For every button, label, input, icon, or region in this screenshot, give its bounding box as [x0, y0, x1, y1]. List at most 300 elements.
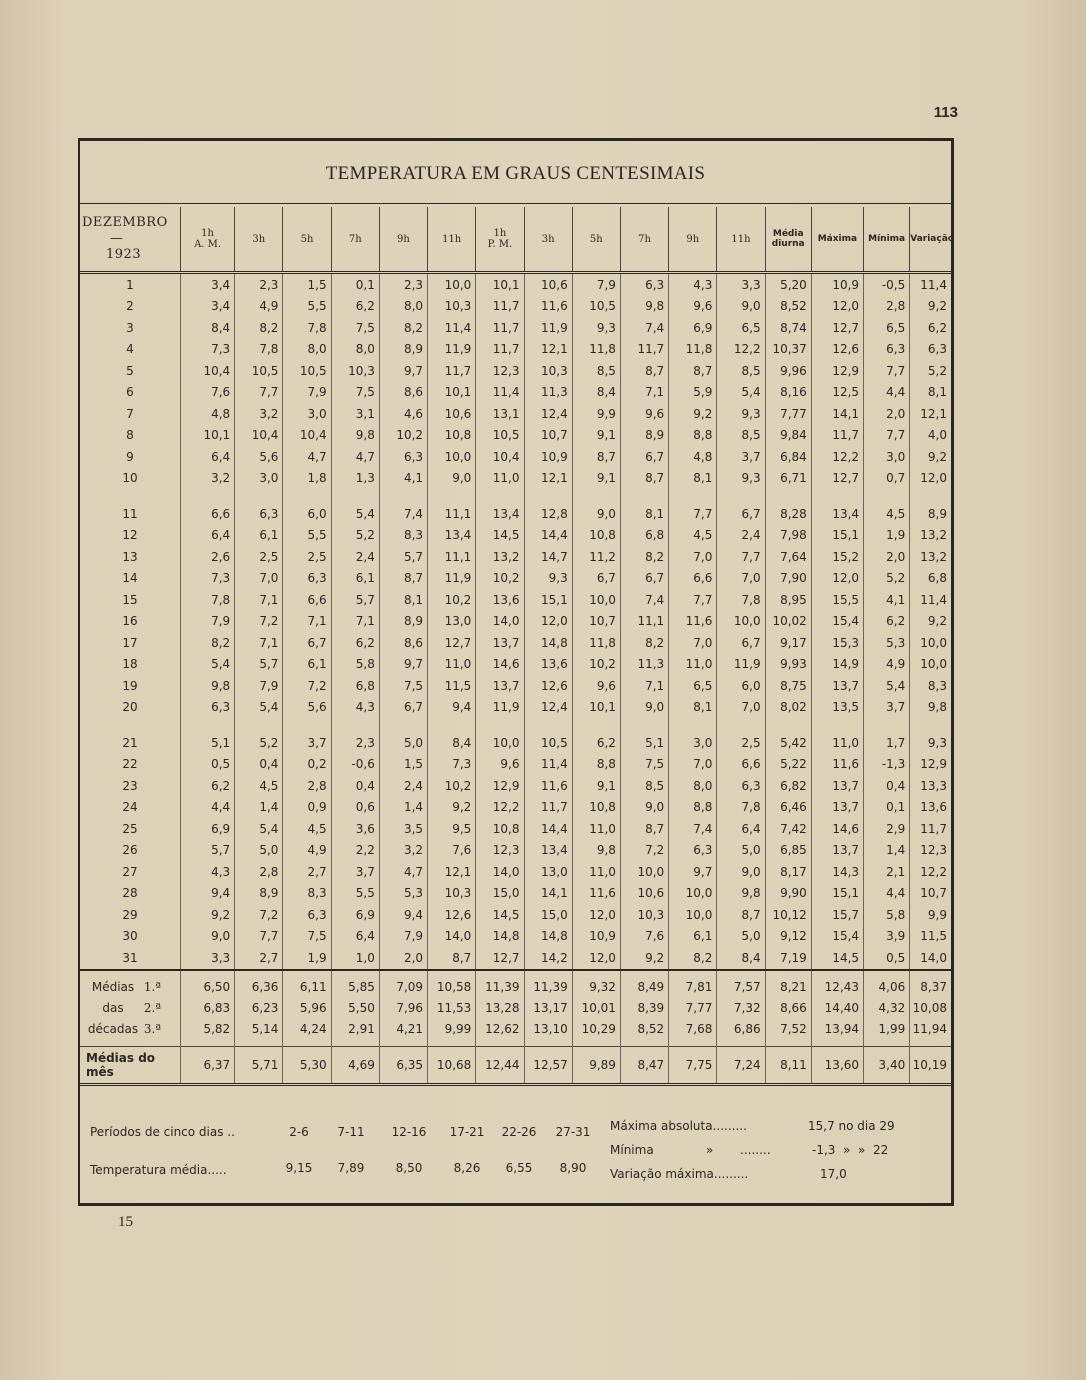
value-cell: 7,6	[428, 840, 476, 862]
value-cell: 12,44	[476, 1046, 524, 1084]
value-cell: 9,7	[379, 360, 427, 382]
value-cell: 4,3	[180, 861, 234, 883]
value-cell: 9,7	[669, 861, 717, 883]
period-value: 12-16	[391, 1125, 427, 1139]
value-cell: 6,2	[331, 296, 379, 318]
value-cell: 3,2	[180, 468, 234, 490]
value-cell: 4,7	[379, 861, 427, 883]
table-row	[80, 861, 951, 883]
value-cell: 8,0	[669, 775, 717, 797]
value-cell: 2,3	[379, 273, 427, 296]
day-cell: 9	[80, 446, 180, 468]
title-rule	[80, 203, 951, 204]
value-cell: 0,4	[331, 775, 379, 797]
value-cell: 7,77	[669, 998, 717, 1019]
value-cell: 11,3	[620, 654, 668, 676]
value-cell: 8,7	[620, 818, 668, 840]
value-cell: 6,7	[379, 697, 427, 719]
value-cell: 10,3	[524, 360, 572, 382]
value-cell: 7,2	[620, 840, 668, 862]
day-cell: 1	[80, 273, 180, 296]
day-cell: 26	[80, 840, 180, 862]
table-title: TEMPERATURA EM GRAUS CENTESIMAIS	[325, 163, 706, 184]
value-cell: 8,9	[235, 883, 283, 905]
value-cell: 7,98	[765, 525, 811, 547]
value-cell: 6,6	[180, 503, 234, 525]
hour-header-11am: 11h	[428, 207, 476, 273]
value-cell: 12,43	[811, 970, 863, 998]
value-cell: 11,0	[428, 654, 476, 676]
value-cell: 5,82	[180, 1019, 234, 1047]
table-row	[80, 947, 951, 970]
value-cell: 12,6	[524, 675, 572, 697]
value-cell: 13,6	[476, 589, 524, 611]
value-cell: 6,1	[669, 926, 717, 948]
value-cell: 5,2	[331, 525, 379, 547]
value-cell: 4,4	[180, 797, 234, 819]
year-label: 1923	[106, 247, 142, 262]
value-cell: 10,2	[428, 775, 476, 797]
min-value: -1,3 » » 22	[812, 1143, 889, 1157]
value-cell: 8,5	[620, 775, 668, 797]
min-ditto-mark: »	[706, 1143, 714, 1157]
day-cell: 3	[80, 317, 180, 339]
hour-header-3am: 3h	[235, 207, 283, 273]
value-cell: 11,4	[920, 592, 947, 607]
value-cell: 8,5	[717, 425, 765, 447]
value-cell: 10,7	[524, 425, 572, 447]
value-cell: 7,1	[331, 611, 379, 633]
value-cell: 8,8	[669, 797, 717, 819]
table-row	[80, 775, 951, 797]
max-absolute-value: 15,7 no dia 29	[808, 1119, 895, 1133]
value-cell: 7,1	[620, 675, 668, 697]
value-cell: 7,7	[669, 503, 717, 525]
value-cell: 11,6	[572, 883, 620, 905]
spacer-cell	[910, 489, 951, 503]
value-cell: 4,9	[283, 840, 331, 862]
value-cell: 6,9	[331, 904, 379, 926]
minimum-header: Mínima	[864, 207, 910, 273]
value-cell: 11,4	[476, 382, 524, 404]
value-cell: 15,7	[811, 904, 863, 926]
value-cell: 0,6	[331, 797, 379, 819]
value-cell: 2,4	[717, 525, 765, 547]
value-cell: 6,36	[235, 970, 283, 998]
value-cell: 6,0	[283, 503, 331, 525]
value-cell: 12,0	[572, 947, 620, 970]
value-cell: 7,7	[864, 425, 910, 447]
value-cell: 6,3	[620, 273, 668, 296]
value-cell: 13,4	[428, 525, 476, 547]
value-cell: 11,6	[524, 296, 572, 318]
value-cell: 0,2	[283, 754, 331, 776]
value-cell: 4,21	[379, 1019, 427, 1047]
value-cell: 6,3	[379, 446, 427, 468]
value-cell: 1,0	[331, 947, 379, 970]
value-cell: 9,8	[620, 296, 668, 318]
value-cell: 9,2	[620, 947, 668, 970]
value-cell: 5,1	[620, 732, 668, 754]
value-cell: 5,1	[180, 732, 234, 754]
value-cell: 8,28	[765, 503, 811, 525]
decade-number: 1.ª	[143, 980, 161, 994]
value-cell: 6,85	[765, 840, 811, 862]
value-cell: 7,7	[235, 382, 283, 404]
value-cell: 7,0	[669, 632, 717, 654]
value-cell: 8,8	[572, 754, 620, 776]
value-cell: 7,9	[180, 611, 234, 633]
value-cell: 7,4	[620, 589, 668, 611]
value-cell: 8,1	[379, 589, 427, 611]
mean-temp-value: 9,15	[285, 1161, 313, 1175]
value-cell: 3,9	[864, 926, 910, 948]
value-cell: 10,4	[180, 360, 234, 382]
value-cell: 8,2	[669, 947, 717, 970]
decade-number: 3.ª	[143, 1022, 161, 1036]
value-cell: 6,86	[717, 1019, 765, 1047]
value-cell: 13,0	[428, 611, 476, 633]
decade-label-text: Médias	[91, 980, 135, 994]
value-cell: 9,2	[927, 449, 947, 464]
value-cell: 8,4	[717, 947, 765, 970]
value-cell: 7,6	[180, 382, 234, 404]
spacer-cell	[180, 489, 234, 503]
value-cell: 9,8	[927, 700, 947, 715]
mean-temp-value: 6,55	[505, 1161, 533, 1175]
value-cell: 4,5	[864, 503, 910, 525]
value-cell: 1,4	[235, 797, 283, 819]
value-cell: 4,69	[331, 1046, 379, 1084]
value-cell: 6,9	[180, 818, 234, 840]
value-cell: 6,6	[283, 589, 331, 611]
value-cell: 2,7	[283, 861, 331, 883]
value-cell: 15,2	[811, 546, 863, 568]
value-cell: 9,2	[180, 904, 234, 926]
month-mean-row	[80, 1046, 951, 1084]
value-cell: 3,0	[283, 403, 331, 425]
value-cell: 6,2	[572, 732, 620, 754]
value-cell: 13,6	[920, 800, 947, 815]
value-cell: 12,7	[428, 632, 476, 654]
header-row	[80, 207, 951, 273]
value-cell: 9,99	[428, 1019, 476, 1047]
value-cell: 11,0	[572, 861, 620, 883]
value-cell: 9,4	[428, 697, 476, 719]
value-cell: 11,3	[524, 382, 572, 404]
value-cell: 14,1	[811, 403, 863, 425]
spacer-cell	[235, 718, 283, 732]
page-number: 113	[933, 104, 958, 121]
value-cell: 8,9	[927, 506, 947, 521]
spacer-cell	[428, 718, 476, 732]
hour-header-9pm: 9h	[669, 207, 717, 273]
value-cell: 5,2	[927, 363, 947, 378]
value-cell: 11,39	[476, 970, 524, 998]
value-cell: 15,1	[524, 589, 572, 611]
value-cell: 10,2	[572, 654, 620, 676]
value-cell: 15,1	[811, 525, 863, 547]
value-cell: 7,24	[717, 1046, 765, 1084]
value-cell: 14,8	[524, 632, 572, 654]
value-cell: 13,4	[811, 503, 863, 525]
value-cell: 14,6	[476, 654, 524, 676]
value-cell: 3,7	[283, 732, 331, 754]
spacer-cell	[428, 489, 476, 503]
value-cell: 7,7	[717, 546, 765, 568]
value-cell: 7,0	[235, 568, 283, 590]
day-cell: 24	[80, 797, 180, 819]
value-cell: 9,96	[765, 360, 811, 382]
period-value: 27-31	[555, 1125, 591, 1139]
value-cell: 7,32	[717, 998, 765, 1019]
value-cell: 0,1	[331, 273, 379, 296]
hour-header-5pm: 5h	[572, 207, 620, 273]
value-cell: 11,1	[620, 611, 668, 633]
value-cell: 9,6	[572, 675, 620, 697]
value-cell: 7,42	[765, 818, 811, 840]
day-cell: 6	[80, 382, 180, 404]
value-cell: 10,8	[428, 425, 476, 447]
value-cell: 13,28	[476, 998, 524, 1019]
value-cell: 12,0	[920, 471, 947, 486]
spacer-cell	[910, 718, 951, 732]
value-cell: 12,62	[476, 1019, 524, 1047]
month-mean-label: Médias do mês	[80, 1046, 180, 1084]
value-cell: 10,8	[572, 525, 620, 547]
min-leader-dots: ........	[740, 1143, 771, 1157]
value-cell: 5,0	[717, 926, 765, 948]
value-cell: 7,9	[283, 382, 331, 404]
value-cell: 4,7	[331, 446, 379, 468]
value-cell: 5,20	[765, 273, 811, 296]
value-cell: 5,4	[235, 818, 283, 840]
value-cell: 12,7	[476, 947, 524, 970]
value-cell: 7,9	[235, 675, 283, 697]
value-cell: 14,6	[811, 818, 863, 840]
value-cell: 10,2	[476, 568, 524, 590]
value-cell: 12,2	[920, 864, 947, 879]
value-cell: 12,3	[476, 360, 524, 382]
max-variation-label: Variação máxima.........	[610, 1167, 749, 1181]
value-cell: 10,6	[524, 273, 572, 296]
spacer-cell	[283, 718, 331, 732]
day-cell: 20	[80, 697, 180, 719]
spacer-cell	[864, 489, 910, 503]
value-cell: 5,9	[669, 382, 717, 404]
value-cell: 13,5	[811, 697, 863, 719]
value-cell: 12,9	[476, 775, 524, 797]
day-cell: 2	[80, 296, 180, 318]
value-cell: 4,0	[927, 428, 947, 443]
value-cell: 12,7	[811, 317, 863, 339]
value-cell: 6,1	[283, 654, 331, 676]
value-cell: 7,7	[235, 926, 283, 948]
value-cell: 10,0	[620, 861, 668, 883]
period-value: 22-26	[501, 1125, 537, 1139]
value-cell: 6,5	[669, 675, 717, 697]
value-cell: 4,7	[283, 446, 331, 468]
decade-mean-row	[80, 1019, 951, 1047]
value-cell: 7,96	[379, 998, 427, 1019]
decade-spacer	[80, 718, 951, 732]
value-cell: 12,3	[920, 843, 947, 858]
value-cell: 8,52	[620, 1019, 668, 1047]
value-cell: 9,1	[572, 425, 620, 447]
periods-label: Períodos de cinco dias ..	[90, 1125, 235, 1139]
value-cell: 9,3	[572, 317, 620, 339]
value-cell: 1,4	[379, 797, 427, 819]
day-cell: 5	[80, 360, 180, 382]
value-cell: 6,2	[927, 320, 947, 335]
value-cell: 8,4	[572, 382, 620, 404]
value-cell: 11,6	[669, 611, 717, 633]
value-cell: 9,3	[524, 568, 572, 590]
value-cell: 10,0	[572, 589, 620, 611]
value-cell: 7,1	[283, 611, 331, 633]
value-cell: 11,7	[920, 821, 947, 836]
value-cell: 5,7	[235, 654, 283, 676]
value-cell: 2,0	[864, 546, 910, 568]
value-cell: 2,0	[864, 403, 910, 425]
decade-label-cell	[80, 1019, 180, 1047]
value-cell: 7,4	[620, 317, 668, 339]
value-cell: 0,5	[864, 947, 910, 970]
value-cell: 6,2	[331, 632, 379, 654]
value-cell: 8,3	[283, 883, 331, 905]
value-cell: 13,7	[476, 632, 524, 654]
value-cell: 9,0	[717, 296, 765, 318]
value-cell: 10,1	[572, 697, 620, 719]
value-cell: 6,3	[283, 568, 331, 590]
value-cell: 12,1	[524, 339, 572, 361]
spacer-cell	[331, 489, 379, 503]
value-cell: 14,4	[524, 525, 572, 547]
value-cell: 7,64	[765, 546, 811, 568]
value-cell: 7,1	[620, 382, 668, 404]
hour-header-1pm: 1h P. M.	[476, 207, 524, 273]
value-cell: 5,4	[331, 503, 379, 525]
spacer-cell	[524, 718, 572, 732]
value-cell: 15,5	[811, 589, 863, 611]
value-cell: 8,3	[927, 678, 947, 693]
value-cell: 7,5	[331, 317, 379, 339]
value-cell: 10,3	[428, 296, 476, 318]
value-cell: 9,5	[428, 818, 476, 840]
value-cell: 6,7	[717, 503, 765, 525]
value-cell: 10,08	[912, 1001, 947, 1015]
value-cell: 13,60	[811, 1046, 863, 1084]
value-cell: 9,17	[765, 632, 811, 654]
value-cell: 4,1	[379, 468, 427, 490]
value-cell: 14,0	[476, 861, 524, 883]
spacer-cell	[379, 489, 427, 503]
value-cell: 9,8	[180, 675, 234, 697]
value-cell: 1,8	[283, 468, 331, 490]
value-cell: 6,23	[235, 998, 283, 1019]
value-cell: 15,3	[811, 632, 863, 654]
value-cell: 3,4	[180, 273, 234, 296]
value-cell: 7,8	[717, 797, 765, 819]
value-cell: 7,9	[379, 926, 427, 948]
value-cell: 5,5	[283, 296, 331, 318]
table-row	[80, 675, 951, 697]
value-cell: 8,7	[379, 568, 427, 590]
spacer-cell	[235, 489, 283, 503]
value-cell: 8,7	[620, 468, 668, 490]
value-cell: 7,4	[379, 503, 427, 525]
spacer-cell	[811, 718, 863, 732]
value-cell: 10,6	[428, 403, 476, 425]
table-frame	[78, 138, 954, 1206]
value-cell: 11,8	[572, 339, 620, 361]
value-cell: 4,4	[864, 883, 910, 905]
value-cell: 11,7	[811, 425, 863, 447]
value-cell: 8,66	[765, 998, 811, 1019]
value-cell: 6,8	[927, 571, 947, 586]
value-cell: 12,2	[811, 446, 863, 468]
value-cell: 4,32	[864, 998, 910, 1019]
value-cell: 2,8	[283, 775, 331, 797]
value-cell: 1,99	[864, 1019, 910, 1047]
maximum-header: Máxima	[811, 207, 863, 273]
value-cell: 8,9	[379, 339, 427, 361]
value-cell: 5,4	[235, 697, 283, 719]
day-cell: 18	[80, 654, 180, 676]
value-cell: 9,0	[620, 697, 668, 719]
value-cell: 2,91	[331, 1019, 379, 1047]
value-cell: 4,1	[864, 589, 910, 611]
day-cell: 21	[80, 732, 180, 754]
decade-label-cell	[80, 970, 180, 998]
table-row	[80, 296, 951, 318]
value-cell: 8,11	[765, 1046, 811, 1084]
value-cell: 10,37	[765, 339, 811, 361]
value-cell: 10,4	[235, 425, 283, 447]
day-cell: 30	[80, 926, 180, 948]
value-cell: 9,3	[927, 735, 947, 750]
mean-temp-value: 7,89	[337, 1161, 365, 1175]
value-cell: 3,3	[180, 947, 234, 970]
value-cell: 7,5	[283, 926, 331, 948]
value-cell: 12,4	[524, 697, 572, 719]
value-cell: 3,2	[379, 840, 427, 862]
spacer-cell	[572, 489, 620, 503]
value-cell: 9,0	[180, 926, 234, 948]
min-label: Mínima	[610, 1143, 654, 1157]
value-cell: 6,3	[235, 503, 283, 525]
value-cell: 10,0	[669, 883, 717, 905]
value-cell: 14,5	[476, 904, 524, 926]
value-cell: 5,4	[717, 382, 765, 404]
value-cell: 10,68	[428, 1046, 476, 1084]
value-cell: 1,4	[864, 840, 910, 862]
spacer-cell	[524, 489, 572, 503]
value-cell: 7,81	[669, 970, 717, 998]
day-cell: 17	[80, 632, 180, 654]
spacer-cell	[180, 718, 234, 732]
value-cell: 9,93	[765, 654, 811, 676]
day-cell: 4	[80, 339, 180, 361]
value-cell: 14,9	[811, 654, 863, 676]
table-row	[80, 654, 951, 676]
value-cell: 0,7	[864, 468, 910, 490]
spacer-cell	[379, 718, 427, 732]
hour-header-3pm: 3h	[524, 207, 572, 273]
value-cell: 11,4	[428, 317, 476, 339]
mean-temp-value: 8,50	[395, 1161, 423, 1175]
value-cell: 5,4	[180, 654, 234, 676]
